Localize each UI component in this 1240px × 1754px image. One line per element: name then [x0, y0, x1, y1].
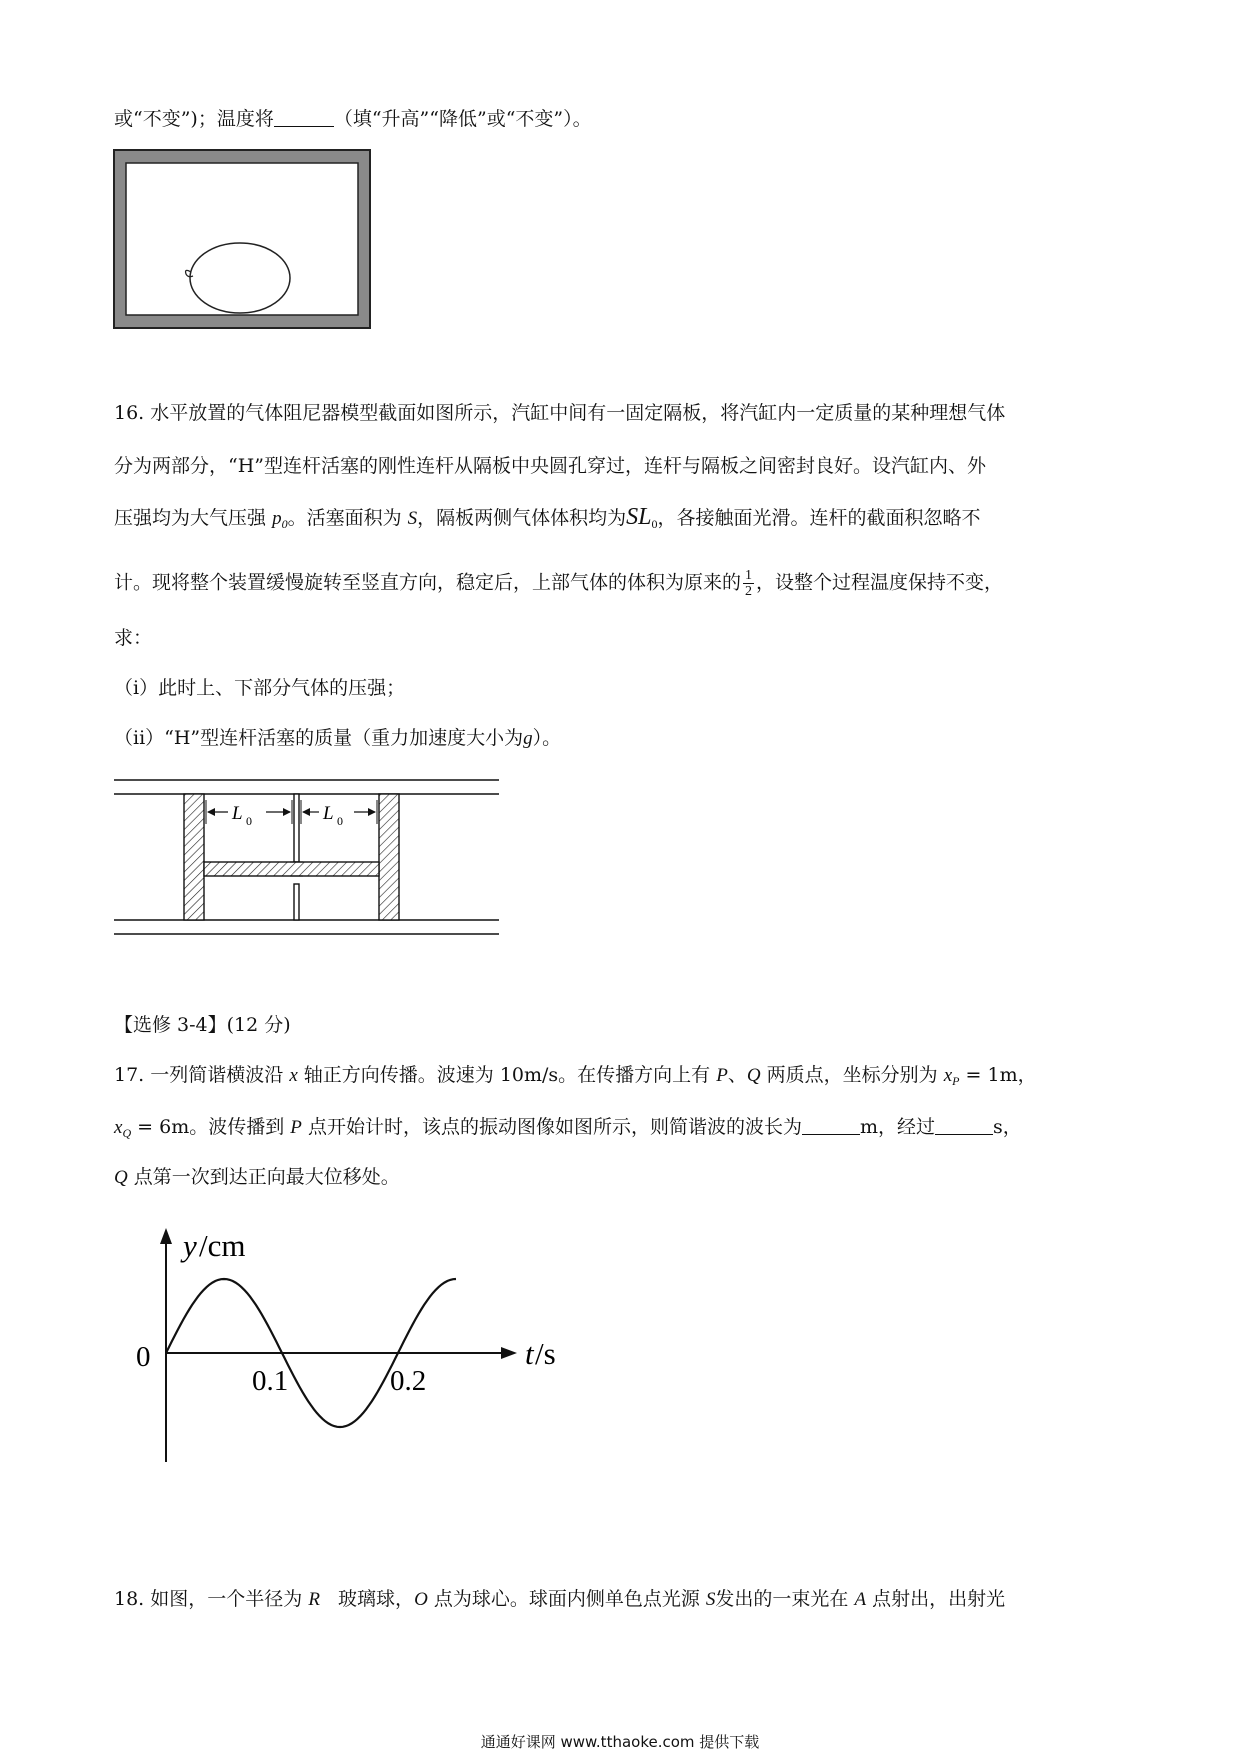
- left-L0-label-sub: 0: [246, 814, 252, 828]
- q17-line-2-text-d: s，: [992, 1116, 1022, 1138]
- q17-line-3-text: 点第一次到达正向最大位移处。: [133, 1166, 400, 1188]
- var-xP: x: [943, 1065, 953, 1086]
- y-axis-arrow: [160, 1228, 172, 1244]
- q17-line-2: [114, 1114, 1022, 1146]
- q18-line-1: [114, 1586, 1005, 1613]
- q18-line-1-text-a: 18. 如图，一个半径为: [114, 1588, 303, 1610]
- q16-line-3-text-b: 。活塞面积为: [287, 507, 402, 529]
- wavelength-answer-blank: [802, 1116, 860, 1135]
- var-xQ: x: [114, 1117, 123, 1138]
- q16-damper-figure: [114, 772, 504, 942]
- var-O: O: [414, 1589, 428, 1610]
- q17-line-1-text-d: = 1m，: [965, 1064, 1037, 1086]
- var-p0-sub: 0: [281, 517, 288, 531]
- connecting-rod: [204, 862, 379, 876]
- q18-line-1-text-b: 玻璃球，: [338, 1588, 415, 1610]
- var-S-2: S: [705, 1589, 716, 1610]
- q17-line-2-text-b: 点开始计时，该点的振动图像如图所示，则简谐波的波长为: [307, 1116, 802, 1138]
- var-P-2: P: [290, 1117, 302, 1138]
- origin-label: 0: [136, 1341, 151, 1373]
- q17-line-3: [114, 1164, 400, 1191]
- var-xP-sub: P: [952, 1074, 960, 1088]
- q16-line-5: 求：: [114, 627, 153, 649]
- right-L0-label-sub: 0: [337, 814, 343, 828]
- q16-line-4-text-b: ，设整个过程温度保持不变，: [756, 571, 1004, 594]
- var-Q-2: Q: [114, 1167, 128, 1188]
- q16-line-4-text-a: 计。现将整个装置缓慢旋转至竖直方向，稳定后，上部气体的体积为原来的: [114, 571, 742, 594]
- q16-sub2-text-a: （ii）“H”型连杆活塞的质量（重力加速度大小为: [114, 727, 524, 749]
- var-P: P: [716, 1065, 728, 1086]
- q16-subquestion-1: （i）此时上、下部分气体的压强；: [114, 677, 406, 699]
- q18-line-1-text-c: 点为球心。球面内侧单色点光源: [433, 1588, 700, 1610]
- vibration-graph: [120, 1222, 570, 1472]
- q15-box-figure: [114, 150, 374, 330]
- x-tick-label-0.1: 0.1: [252, 1365, 289, 1397]
- q15-tail-text-2: （填“升高”“降低”或“不变”）。: [333, 108, 592, 130]
- left-L0-label: L: [232, 803, 243, 824]
- q15-answer-blank: [274, 108, 334, 127]
- var-A: A: [854, 1589, 867, 1610]
- fraction-one-half: [743, 568, 754, 599]
- var-g: g: [523, 728, 533, 749]
- y-axis-label-unit: /cm: [199, 1228, 246, 1263]
- page-footer: 通通好课网 www.tthaoke.com 提供下载: [480, 1733, 760, 1751]
- q16-subquestion-2: [114, 725, 561, 752]
- fraction-denominator: 2: [745, 584, 753, 599]
- q16-line-3: [114, 504, 981, 537]
- x-tick-label-0.2: 0.2: [390, 1365, 427, 1397]
- q15-tail-text-1: 或“不变”)；温度将: [114, 108, 274, 130]
- var-SL0: SL: [626, 504, 652, 530]
- var-p0: p: [272, 508, 282, 529]
- q15-tail-line: [114, 106, 592, 132]
- var-Q: Q: [746, 1065, 761, 1086]
- q17-line-1-text-c: 两质点，坐标分别为: [766, 1064, 938, 1086]
- q18-line-1-text-d: 发出的一束光在: [715, 1588, 849, 1610]
- var-SL0-sub: 0: [651, 517, 658, 531]
- right-piston: [379, 794, 399, 920]
- y-axis-label-var: y: [183, 1228, 197, 1263]
- var-S: S: [407, 508, 418, 529]
- time-answer-blank: [935, 1116, 993, 1135]
- left-piston: [184, 794, 204, 920]
- x-axis-label-unit: /s: [535, 1336, 556, 1371]
- elective-heading: 【选修 3-4】(12 分): [114, 1014, 291, 1036]
- q16-line-3-text-c: ，隔板两侧气体体积均为: [417, 507, 627, 529]
- q16-sub2-text-b: ）。: [532, 727, 562, 749]
- var-xQ-sub: Q: [122, 1126, 132, 1140]
- q17-line-2-text-a: = 6m。波传播到: [137, 1116, 285, 1138]
- q17-line-1-text-b: 轴正方向传播。波速为 10m/s。在传播方向上有: [303, 1064, 711, 1086]
- q17-line-1-text-a: 17. 一列简谐横波沿: [114, 1064, 284, 1086]
- q17-line-1: [114, 1062, 1037, 1094]
- separator: 、: [727, 1064, 747, 1086]
- fraction-numerator: 1: [745, 568, 753, 583]
- q16-line-2: 分为两部分，“H”型连杆活塞的刚性连杆从隔板中央圆孔穿过，连杆与隔板之间密封良好。设汽缸内、外: [114, 455, 986, 477]
- var-x: x: [289, 1065, 298, 1086]
- partition-upper: [294, 794, 299, 862]
- q16-line-1: 16. 水平放置的气体阻尼器模型截面如图所示，汽缸中间有一固定隔板，将汽缸内一定质量的某种理想气体: [114, 402, 1006, 424]
- q16-line-3-text-a: 压强均为大气压强: [114, 507, 267, 529]
- q16-line-3-text-d: ，各接触面光滑。连杆的截面积忽略不: [657, 507, 981, 529]
- q18-line-1-text-e: 点射出，出射光: [872, 1588, 1006, 1610]
- partition-lower: [294, 884, 299, 920]
- var-R: R: [308, 1589, 320, 1610]
- balloon: [190, 243, 290, 313]
- q16-line-4: [114, 568, 1003, 599]
- x-axis-label-var: t: [525, 1336, 534, 1371]
- x-axis-arrow: [501, 1347, 517, 1359]
- right-L0-label: L: [323, 803, 334, 824]
- q17-line-2-text-c: m，经过: [859, 1116, 935, 1138]
